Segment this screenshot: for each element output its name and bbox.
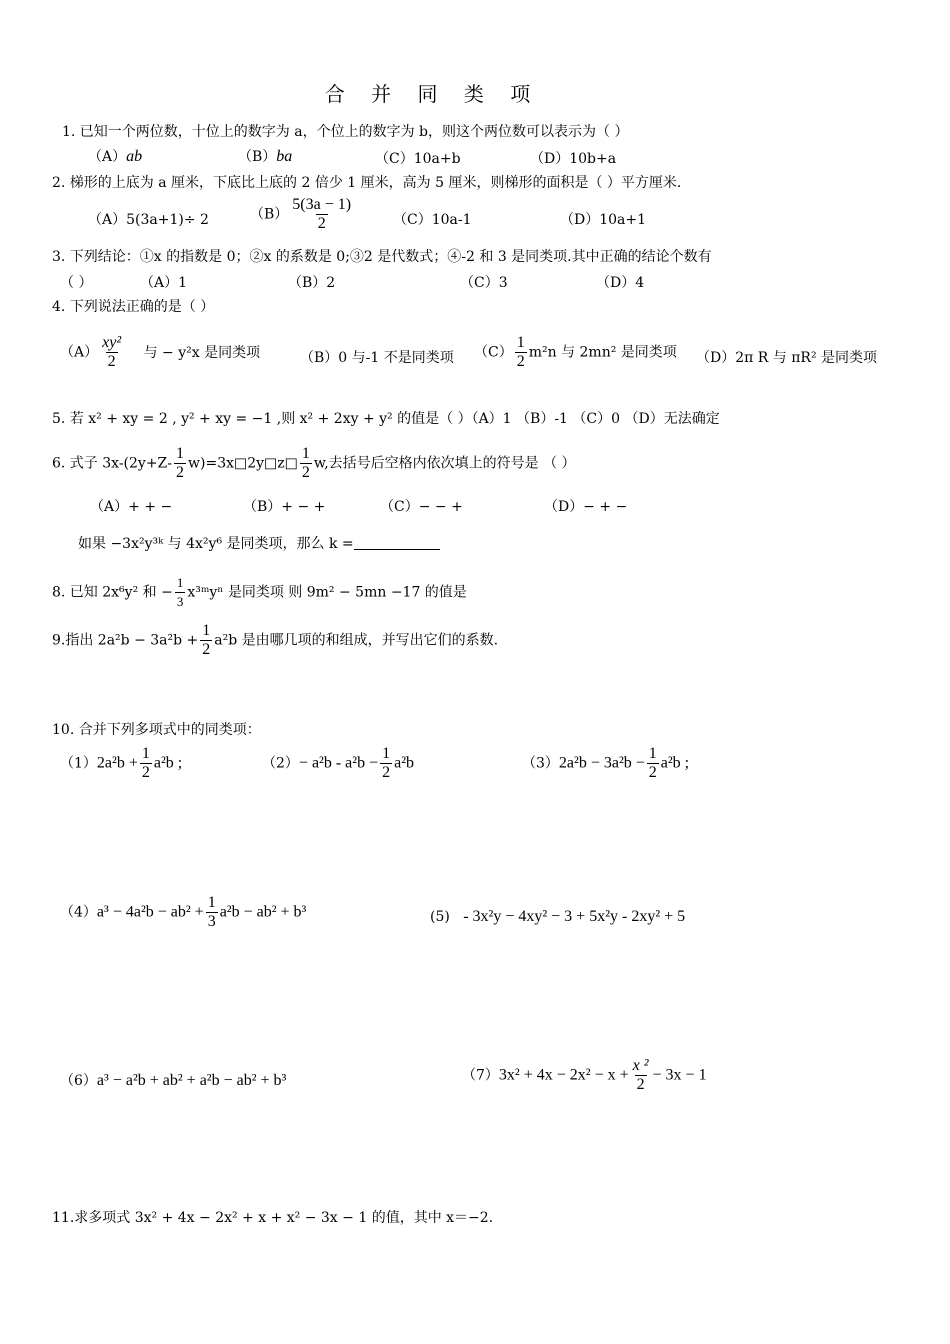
q3-option-a: （A）1 — [140, 275, 188, 291]
question-6-text: 6. 式子 3x-(2y+Z- $\frac{1}{2}$ w)=3x□2y□z□ $\frac{1}{2}$ w,去括号后空格内依次填上的符号是 （ ） — [52, 445, 576, 481]
q2-option-a: （A）5(3a+1)÷ 2 — [88, 212, 209, 228]
q10-part-4: （4）a³ − 4a²b − ab² + $\frac{1}{3}$ a²b − ab² + b³ — [60, 894, 307, 930]
q10-part-2: （2）− a²b - a²b − $\frac{1}{2}$ a²b — [262, 745, 414, 781]
q3-answer-paren: （ ） — [60, 275, 93, 291]
q1-option-b: （B）ba — [238, 148, 293, 165]
q10-part-7: （7）3x² + 4x − 2x² − x + $\frac{\text{x ²}}{2}$ − 3x − 1 — [462, 1057, 707, 1093]
q4-option-b: （B）0 与-1 不是同类项 — [300, 350, 454, 366]
q3-option-c: （C）3 — [460, 275, 508, 291]
question-11-text: 11.求多项式 3x² + 4x − 2x² + x + x² − 3x − 1 的值，其中 x＝−2. — [52, 1210, 494, 1226]
q2-option-b: （B） $\frac{5(3a - 1)}{2}$ — [250, 196, 352, 232]
q6-option-c: （C）− − + — [380, 499, 463, 515]
question-1-text: 1. 已知一个两位数，十位上的数字为 a，个位上的数字为 b，则这个两位数可以表示为（ ） — [62, 124, 629, 140]
q10-part-5: (5) - 3x²y − 4xy² − 3 + 5x²y - 2xy² + 5 — [430, 908, 686, 925]
q3-option-d: （D）4 — [596, 275, 645, 291]
q4-option-d: （D）2π R 与 πR² 是同类项 — [696, 350, 878, 366]
question-3-text: 3. 下列结论：①x 的指数是 0；②x 的系数是 0;③2 是代数式；④-2 和 3 是同类项.其中正确的结论个数有 — [52, 249, 712, 265]
q6-option-d: （D）− + − — [544, 499, 628, 515]
q1-option-c: （C）10a+b — [375, 151, 461, 167]
q3-option-b: （B）2 — [288, 275, 336, 291]
q10-part-6: （6）a³ − a²b + ab² + a²b − ab² + b³ — [60, 1072, 287, 1089]
q10-part-1: （1）2a²b + $\frac{1}{2}$ a²b ; — [60, 745, 183, 781]
q2-option-d: （D）10a+1 — [560, 212, 647, 228]
question-8-text: 8. 已知 2x⁶y² 和 − $\frac{1}{3}$ x³ᵐyⁿ 是同类项 则 9m² − 5mn −17 的值是 — [52, 575, 467, 609]
question-9-text: 9.指出 2a²b − 3a²b + $\frac{1}{2}$ a²b 是由哪几项的和组成，并写出它们的系数. — [52, 622, 499, 658]
q2-option-c: （C）10a-1 — [393, 212, 472, 228]
question-4-text: 4. 下列说法正确的是（ ） — [52, 299, 215, 315]
q1-option-a: （A）ab — [88, 148, 143, 165]
q4-option-c: （C） $\frac{1}{2}$ m²n 与 2mn² 是同类项 — [474, 334, 677, 370]
question-10-text: 10. 合并下列多项式中的同类项： — [52, 722, 261, 738]
question-7-text: 如果 −3x²y³ᵏ 与 4x²y⁶ 是同类项，那么 k = — [78, 535, 440, 553]
q7-answer-blank — [354, 549, 440, 550]
q1-option-d: （D）10b+a — [530, 151, 617, 167]
question-5-text: 5. 若 x² + xy = 2 , y² + xy = −1 ,则 x² + 2xy + y² 的值是（ ）（A）1 （B）-1 （C）0 （D）无法确定 — [52, 411, 720, 427]
q4-option-a: （A） $\frac{\text{xy²}}{2}$ 与 − y²x 是同类项 — [60, 334, 261, 370]
page-title: 合 并 同 类 项 — [324, 82, 541, 106]
q10-part-3: （3）2a²b − 3a²b − $\frac{1}{2}$ a²b ; — [522, 745, 690, 781]
q6-option-b: （B）+ − + — [243, 499, 326, 515]
question-2-text: 2. 梯形的上底为 a 厘米，下底比上底的 2 倍少 1 厘米，高为 5 厘米，则梯形的面积是（ ）平方厘米. — [52, 175, 682, 191]
q6-option-a: （A）+ + − — [90, 499, 173, 515]
